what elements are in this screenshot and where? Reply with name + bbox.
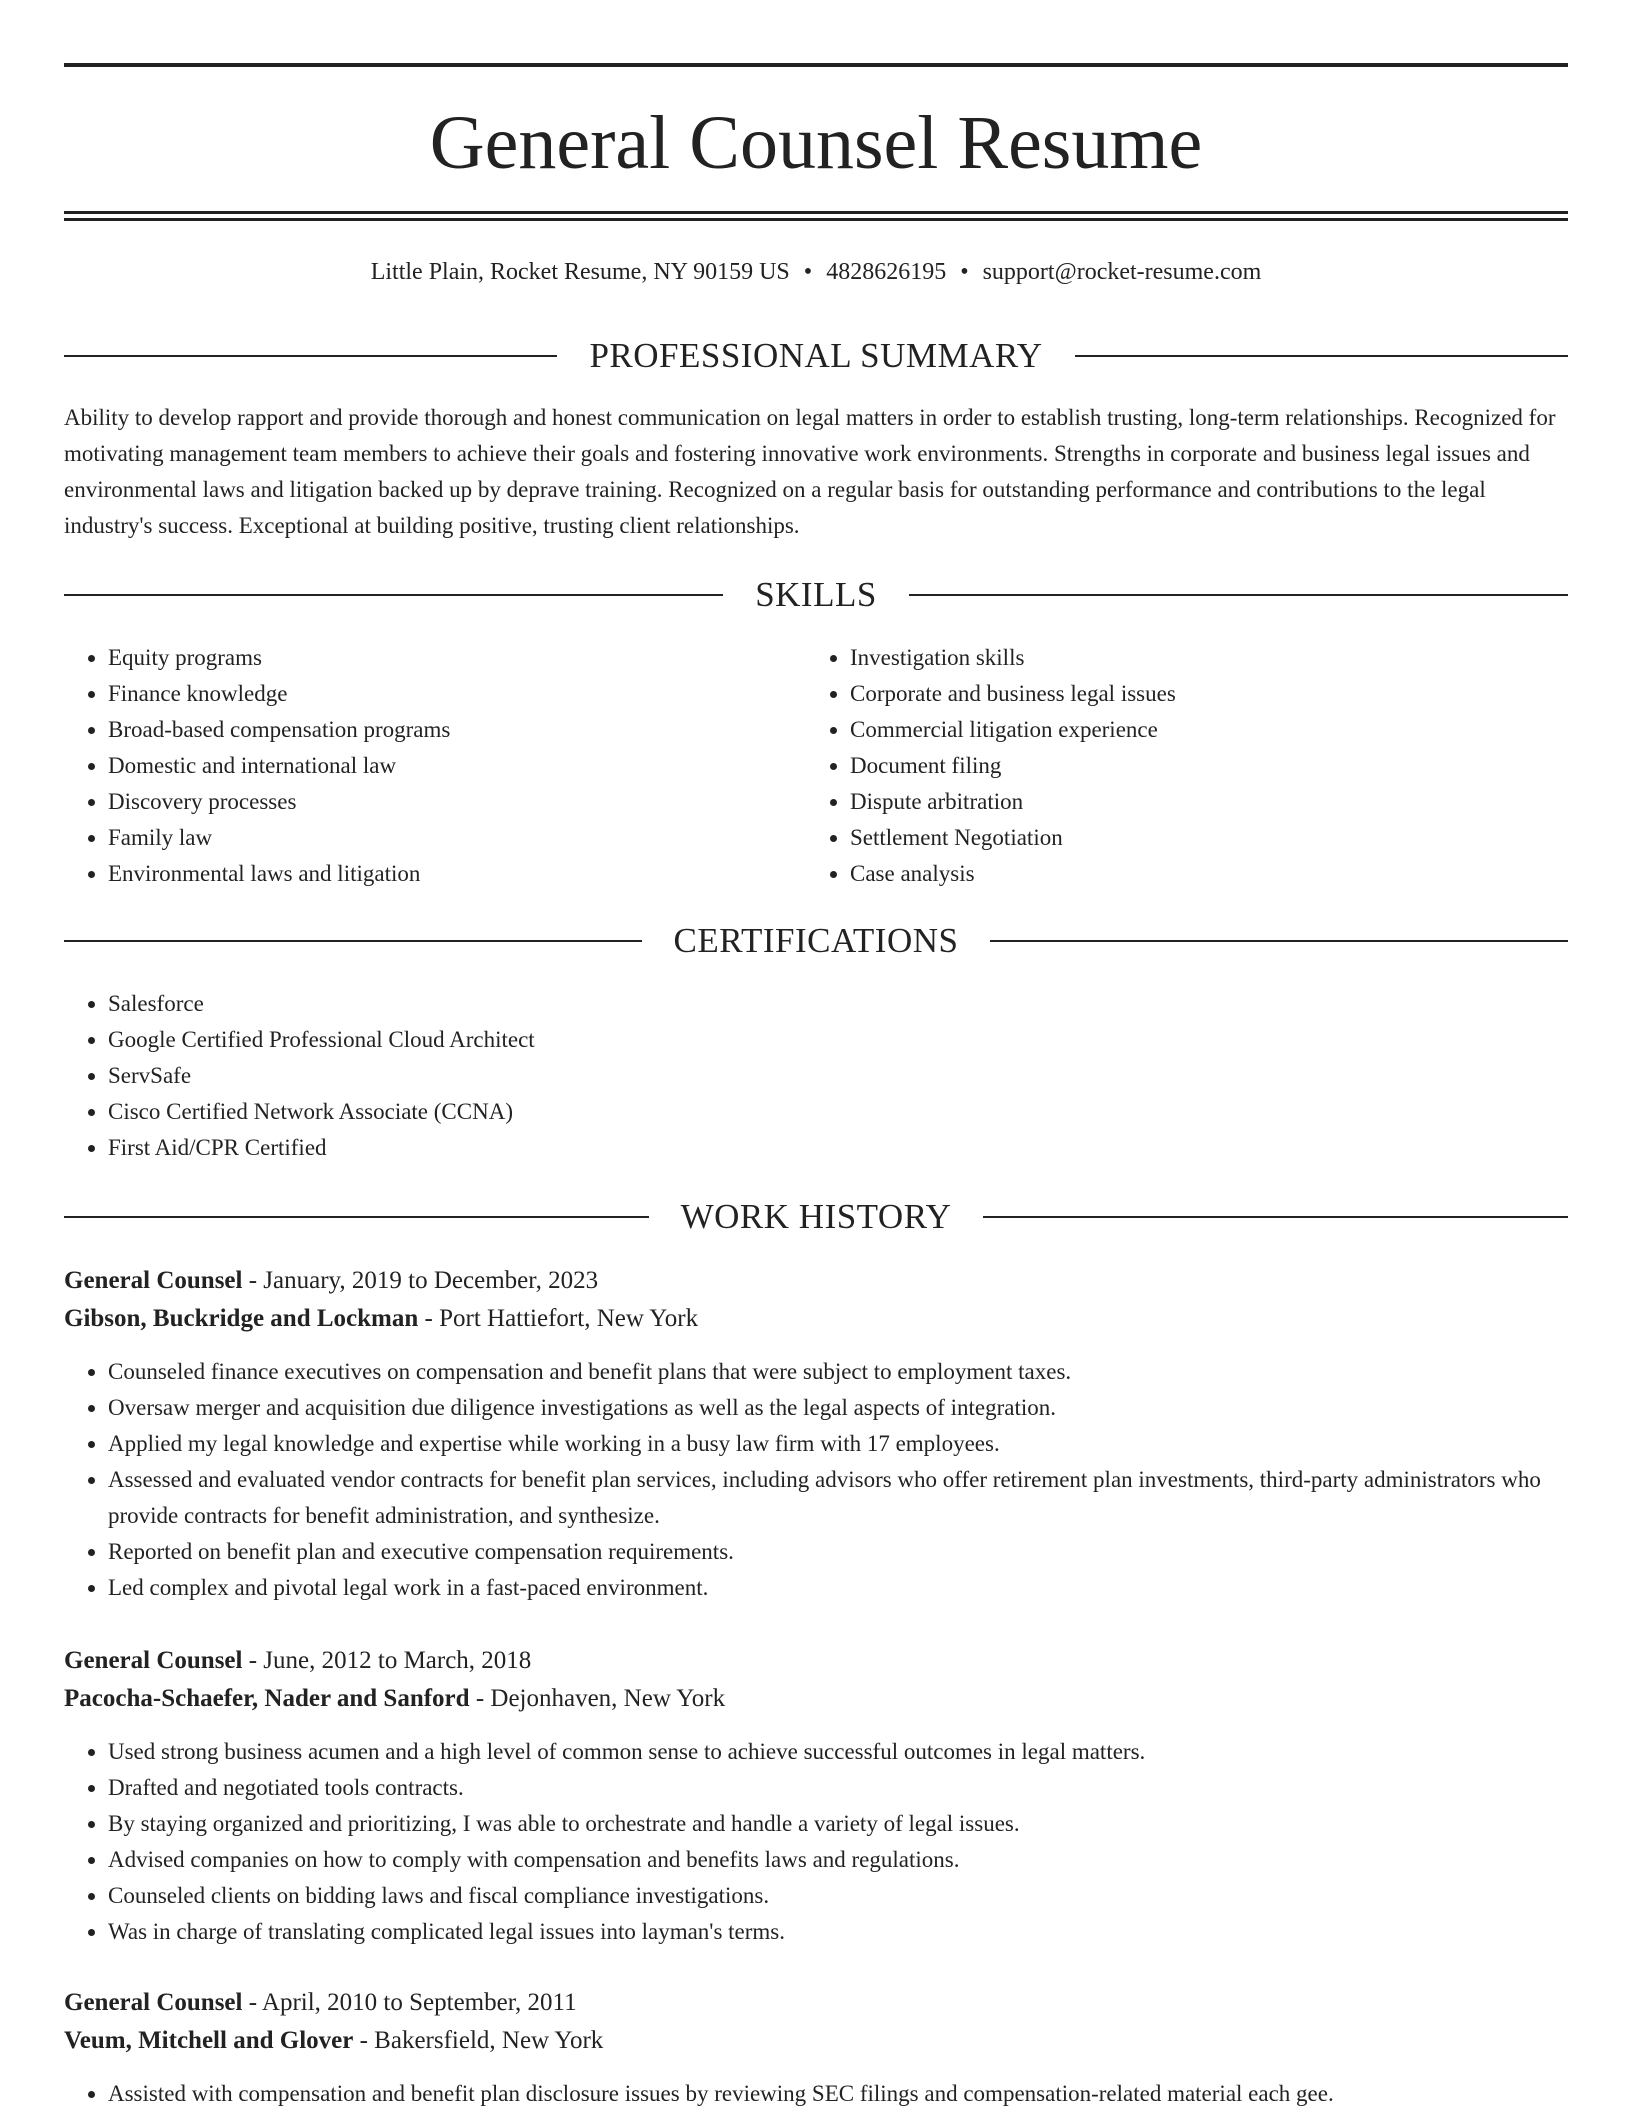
job-title-line (64, 1984, 1568, 2022)
skill-item: • Discovery processes (108, 784, 764, 820)
professional-summary-text: Ability to develop rapport and provide thorough and honest communication on legal matters in order to establish trusting, long-term relationships. Recognized for motivating management team members to achieve their goals and fostering innovative work environments. Strengths in corporate and business legal issues and environmental laws and litigation backed up by deprave training. Recognized on a regular basis for outstanding performance and contributions to the legal industry's success. Exceptional at building positive, trusting client relationships. (64, 405, 1556, 538)
job-company: Veum, Mitchell and Glover (64, 2027, 354, 2054)
skill-item: • Domestic and international law (108, 748, 764, 784)
skill-item: • Family law (108, 820, 764, 856)
skills-column-left (64, 640, 764, 892)
job-company-line (64, 1300, 1568, 1338)
skill-item: • Environmental laws and litigation (108, 856, 764, 892)
certification-item: • Cisco Certified Network Associate (CCNA) (108, 1094, 1568, 1130)
section-rule-left (64, 355, 557, 357)
skill-item: • Dispute arbitration (850, 784, 1506, 820)
job-location: - Dejonhaven, New York (469, 1685, 726, 1712)
skill-item: • Settlement Negotiation (850, 820, 1506, 856)
certification-item: • Google Certified Professional Cloud Architect (108, 1022, 1568, 1058)
job-entry (64, 1642, 1568, 1950)
section-title-skills: SKILLS (755, 575, 877, 614)
job-dates: - January, 2019 to December, 2023 (242, 1267, 599, 1294)
skill-item: • Document filing (850, 748, 1506, 784)
job-entry (64, 1984, 1568, 2112)
section-rule-left (64, 940, 642, 942)
job-bullet: • Applied my legal knowledge and expertise while working in a busy law firm with 17 employees. (108, 1426, 1568, 1462)
skill-item: • Broad-based compensation programs (108, 712, 764, 748)
job-bullet: • Counseled finance executives on compensation and benefit plans that were subject to employment taxes. (108, 1354, 1568, 1390)
section-rule-left (64, 594, 723, 596)
skill-item: • Equity programs (108, 640, 764, 676)
certifications-block (64, 986, 1568, 1166)
job-bullet: • By staying organized and prioritizing, I was able to orchestrate and handle a variety of legal issues. (108, 1806, 1568, 1842)
skills-list-left (64, 640, 764, 892)
job-title: General Counsel (64, 1647, 243, 1674)
job-company: Pacocha-Schaefer, Nader and Sanford (64, 1685, 470, 1712)
job-bullets (64, 1734, 1568, 1950)
section-title-work: WORK HISTORY (680, 1197, 952, 1236)
job-bullet: • Used strong business acumen and a high level of common sense to achieve successful outcomes in legal matters. (108, 1734, 1568, 1770)
job-bullet: • Reported on benefit plan and executive compensation requirements. (108, 1534, 1568, 1570)
job-bullet: • Was in charge of translating complicated legal issues into layman's terms. (108, 1914, 1568, 1950)
skill-item: • Finance knowledge (108, 676, 764, 712)
contact-separator: • (960, 259, 969, 285)
job-company: Gibson, Buckridge and Lockman (64, 1305, 419, 1332)
job-bullets (64, 1354, 1568, 1606)
section-header-work (64, 1195, 1568, 1239)
section-header-certifications (64, 919, 1568, 963)
section-rule-left (64, 1216, 649, 1218)
section-rule-right (909, 594, 1568, 596)
contact-line (64, 252, 1568, 292)
section-rule-right (1075, 355, 1568, 357)
contact-separator: • (803, 259, 813, 285)
certification-item: • ServSafe (108, 1058, 1568, 1094)
job-bullet: • Assisted with compensation and benefit plan disclosure issues by reviewing SEC filings and compensation-related material each gee. (108, 2076, 1568, 2112)
job-bullet: • Counseled clients on bidding laws and fiscal compliance investigations. (108, 1878, 1568, 1914)
job-dates: - June, 2012 to March, 2018 (242, 1647, 532, 1674)
certification-item: • First Aid/CPR Certified (108, 1130, 1568, 1166)
contact-address: Little Plain, Rocket Resume, NY 90159 US (370, 259, 790, 285)
job-title: General Counsel (64, 1989, 243, 2016)
job-title-line (64, 1642, 1568, 1680)
skill-item: • Commercial litigation experience (850, 712, 1506, 748)
skills-list-right (806, 640, 1506, 892)
page-title: General Counsel Resume (429, 101, 1203, 185)
job-bullet: • Advised companies on how to comply with compensation and benefits laws and regulations. (108, 1842, 1568, 1878)
job-bullets (64, 2076, 1568, 2112)
section-rule-right (983, 1216, 1568, 1218)
section-header-skills (64, 573, 1568, 617)
certification-item: • Salesforce (108, 986, 1568, 1022)
certifications-list (64, 986, 1568, 1166)
job-bullet: • Drafted and negotiated tools contracts. (108, 1770, 1568, 1806)
job-company-line (64, 1680, 1568, 1718)
job-bullet: • Led complex and pivotal legal work in a fast-paced environment. (108, 1570, 1568, 1606)
skill-item: • Corporate and business legal issues (850, 676, 1506, 712)
job-company-line (64, 2022, 1568, 2060)
skills-column-right (806, 640, 1506, 892)
job-title-line (64, 1262, 1568, 1300)
section-header-summary (64, 334, 1568, 378)
skill-item: • Investigation skills (850, 640, 1506, 676)
skill-item: • Case analysis (850, 856, 1506, 892)
job-entry (64, 1262, 1568, 1606)
contact-email: support@rocket-resume.com (982, 259, 1262, 285)
job-bullet: • Assessed and evaluated vendor contracts for benefit plan services, including advisors who offer retirement plan investments, third-party administrators who provide contracts for benefit administration, and synthesize. (108, 1462, 1568, 1534)
section-title-certifications: CERTIFICATIONS (673, 921, 959, 960)
section-title-summary: PROFESSIONAL SUMMARY (589, 336, 1043, 375)
job-location: - Port Hattiefort, New York (418, 1305, 699, 1332)
job-dates: - April, 2010 to September, 2011 (242, 1989, 577, 2016)
job-location: - Bakersfield, New York (353, 2027, 604, 2054)
title-block (64, 63, 1568, 221)
contact-phone: 4828626195 (826, 259, 947, 285)
section-rule-right (990, 940, 1568, 942)
title-bottom-rule (64, 211, 1568, 221)
job-bullet: • Oversaw merger and acquisition due diligence investigations as well as the legal aspects of integration. (108, 1390, 1568, 1426)
job-title: General Counsel (64, 1267, 243, 1294)
